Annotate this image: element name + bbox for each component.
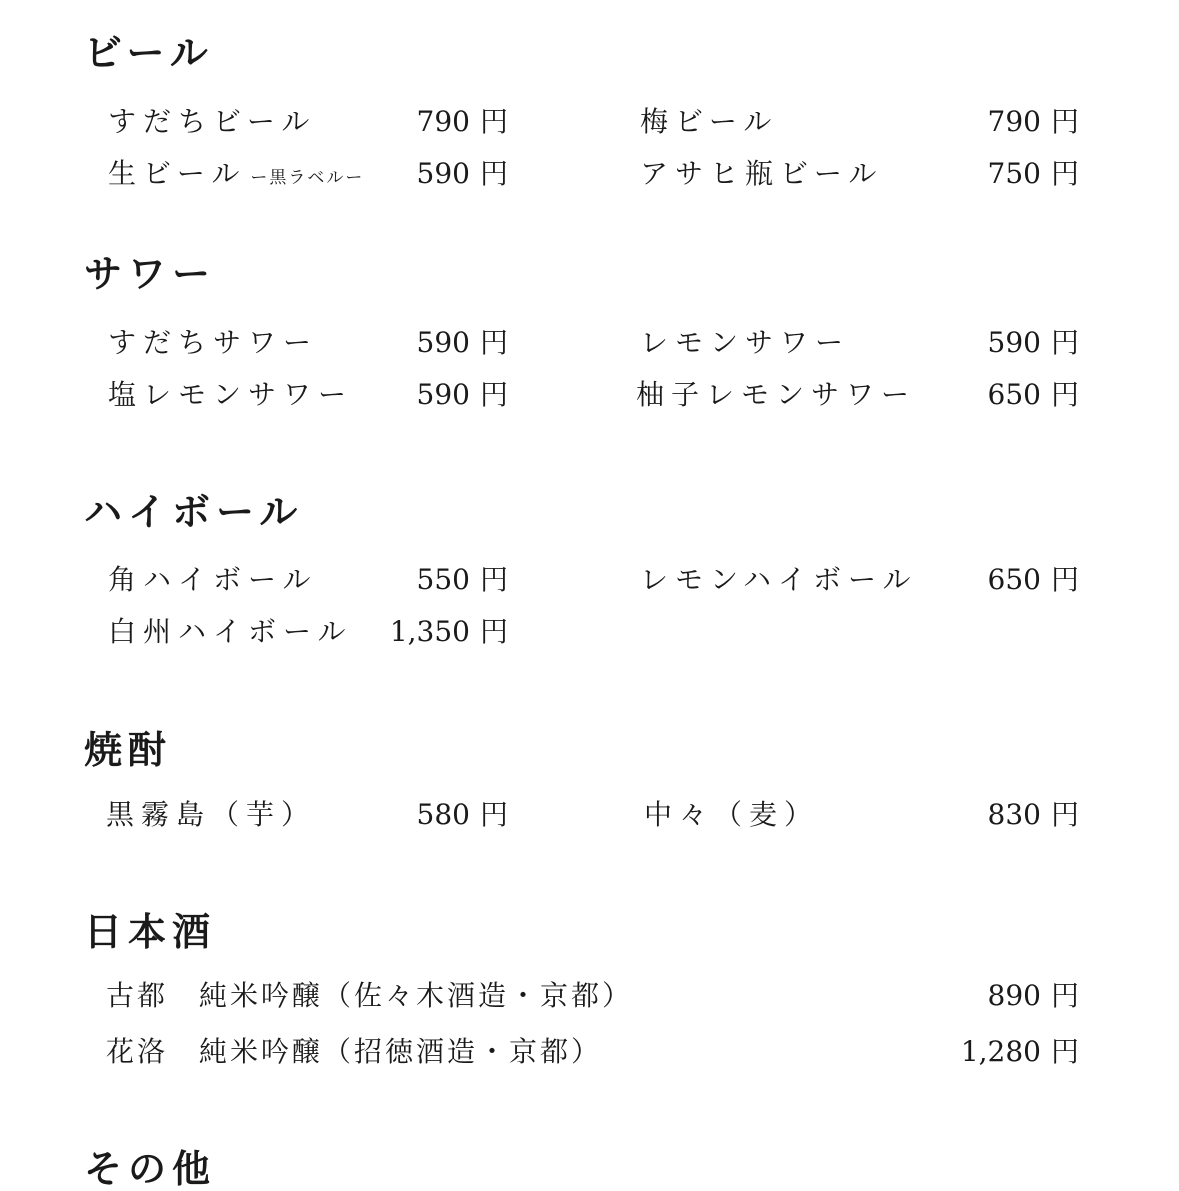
yen-unit: 円 bbox=[479, 326, 508, 359]
menu-item-price bbox=[879, 1035, 1079, 1068]
item-note: ー黒ラベルー bbox=[250, 168, 365, 188]
item-name-text: 黒霧島（芋） bbox=[106, 798, 317, 831]
yen-unit: 円 bbox=[1050, 563, 1079, 596]
item-name-text: 塩レモンサワー bbox=[108, 378, 354, 411]
yen-unit: 円 bbox=[1050, 378, 1079, 411]
yen-unit: 円 bbox=[1050, 157, 1079, 190]
price-value: 890 bbox=[987, 979, 1041, 1012]
item-name-text: 角ハイボール bbox=[108, 563, 318, 596]
menu-item-name bbox=[106, 1035, 603, 1068]
menu-item-name bbox=[108, 326, 319, 359]
price-value: 590 bbox=[416, 157, 470, 190]
menu-item-price bbox=[879, 326, 1079, 359]
menu-item-price bbox=[308, 157, 508, 190]
section-title-shochu: 焼酎 bbox=[84, 728, 173, 772]
item-name-text: 中々（麦） bbox=[644, 798, 820, 831]
price-value: 580 bbox=[416, 798, 470, 831]
item-name-text: 梅ビール bbox=[640, 105, 779, 138]
yen-unit: 円 bbox=[479, 563, 508, 596]
menu-item-name bbox=[106, 979, 634, 1012]
price-value: 590 bbox=[416, 378, 470, 411]
menu-item-name bbox=[108, 563, 318, 596]
section-title-highball: ハイボール bbox=[84, 490, 304, 534]
item-name-text: レモンサワー bbox=[640, 326, 851, 359]
price-value: 1,280 bbox=[960, 1035, 1041, 1068]
menu-item-price bbox=[308, 563, 508, 596]
menu-item-name bbox=[106, 798, 317, 831]
menu-item-name bbox=[108, 105, 317, 138]
item-name-text: 古都 純米吟醸（佐々木酒造・京都） bbox=[106, 979, 634, 1012]
price-value: 790 bbox=[987, 105, 1041, 138]
yen-unit: 円 bbox=[479, 378, 508, 411]
price-value: 1,350 bbox=[389, 615, 470, 648]
menu-item-price bbox=[308, 105, 508, 138]
yen-unit: 円 bbox=[1050, 326, 1079, 359]
menu-item-price bbox=[308, 326, 508, 359]
menu-item-name bbox=[640, 105, 779, 138]
price-value: 590 bbox=[416, 326, 470, 359]
menu-item-price bbox=[879, 378, 1079, 411]
price-value: 650 bbox=[987, 378, 1041, 411]
menu-item-price bbox=[308, 378, 508, 411]
item-name-text: すだちビール bbox=[108, 105, 317, 138]
yen-unit: 円 bbox=[1050, 1035, 1079, 1068]
price-value: 590 bbox=[987, 326, 1041, 359]
section-title-sake: 日本酒 bbox=[84, 910, 217, 954]
menu-item-name bbox=[644, 798, 820, 831]
yen-unit: 円 bbox=[479, 798, 508, 831]
price-value: 790 bbox=[416, 105, 470, 138]
item-name-text: 柚子レモンサワー bbox=[636, 378, 917, 411]
menu-item-price bbox=[308, 615, 508, 648]
price-value: 830 bbox=[987, 798, 1041, 831]
price-value: 750 bbox=[987, 157, 1041, 190]
yen-unit: 円 bbox=[479, 105, 508, 138]
item-name-text: レモンハイボール bbox=[640, 563, 918, 596]
yen-unit: 円 bbox=[1050, 979, 1079, 1012]
yen-unit: 円 bbox=[1050, 798, 1079, 831]
price-value: 650 bbox=[987, 563, 1041, 596]
menu-item-price bbox=[879, 157, 1079, 190]
menu-item-name bbox=[636, 378, 917, 411]
menu-item-price bbox=[879, 563, 1079, 596]
yen-unit: 円 bbox=[1050, 105, 1079, 138]
yen-unit: 円 bbox=[479, 615, 508, 648]
menu-item-price bbox=[879, 105, 1079, 138]
item-name-text: 白州ハイボール bbox=[108, 615, 353, 648]
section-title-other: その他 bbox=[84, 1147, 217, 1191]
item-name-text: 花洛 純米吟醸（招徳酒造・京都） bbox=[106, 1035, 603, 1068]
menu-item-name bbox=[640, 563, 918, 596]
item-name-text: 生ビール bbox=[108, 157, 247, 190]
section-title-sour: サワー bbox=[84, 252, 217, 296]
menu-item-price bbox=[308, 798, 508, 831]
menu-item-price bbox=[879, 798, 1079, 831]
price-value: 550 bbox=[416, 563, 470, 596]
item-name-text: アサヒ瓶ビール bbox=[640, 157, 884, 190]
menu-item-price bbox=[879, 979, 1079, 1012]
menu-item-name bbox=[640, 157, 884, 190]
yen-unit: 円 bbox=[479, 157, 508, 190]
menu-item-name bbox=[640, 326, 851, 359]
section-title-beer: ビール bbox=[84, 31, 214, 75]
item-name-text: すだちサワー bbox=[108, 326, 319, 359]
